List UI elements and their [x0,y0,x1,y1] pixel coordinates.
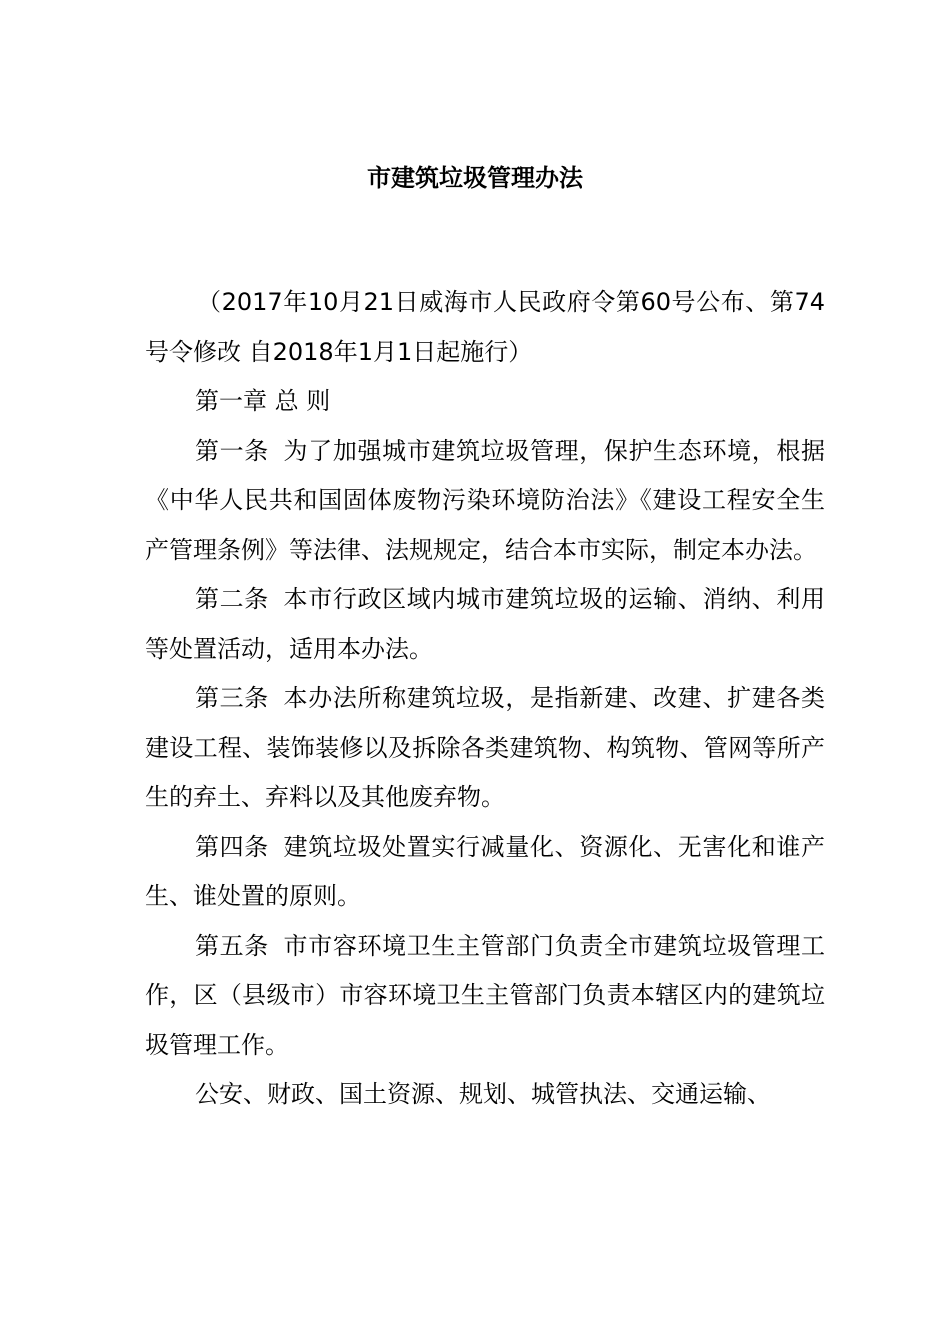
document-body [145,278,825,1120]
article-2 [145,575,825,674]
article-text: 为了加强城市建筑垃圾管理，保护生态环境，根据《中华人民共和国固体废物污染环境防治法》《建设工程安全生产管理条例》等法律、法规规定，结合本市实际，制定本办法。 [145,436,826,564]
article-label: 第一条 [195,436,269,465]
article-label: 第四条 [195,832,269,861]
article-label: 第五条 [195,931,269,960]
article-1 [145,427,825,576]
article-text: 市市容环境卫生主管部门负责全市建筑垃圾管理工作，区（县级市）市容环境卫生主管部门负责本辖区内的建筑垃圾管理工作。 [145,931,826,1059]
article-text: 建筑垃圾处置实行减量化、资源化、无害化和谁产生、谁处置的原则。 [145,832,826,910]
promulgation-note: （2017年10月21日威海市人民政府令第60号公布、第74号令修改 自2018年1月1日起施行） [145,288,825,366]
article-text: 本市行政区域内城市建筑垃圾的运输、消纳、利用等处置活动，适用本办法。 [145,585,826,663]
article-5-continuation: 公安、财政、国土资源、规划、城管执法、交通运输、 [195,1080,771,1108]
chapter-heading: 第一章 总 则 [195,387,331,415]
article-text: 本办法所称建筑垃圾，是指新建、改建、扩建各类建设工程、装饰装修以及拆除各类建筑物、构筑物、管网等所产生的弃土、弃料以及其他废弃物。 [145,684,826,811]
article-5 [145,922,825,1071]
document-title: 市建筑垃圾管理办法 [367,164,583,192]
article-3 [145,674,825,823]
article-label: 第三条 [195,684,269,712]
article-4 [145,823,825,922]
article-label: 第二条 [195,585,269,613]
